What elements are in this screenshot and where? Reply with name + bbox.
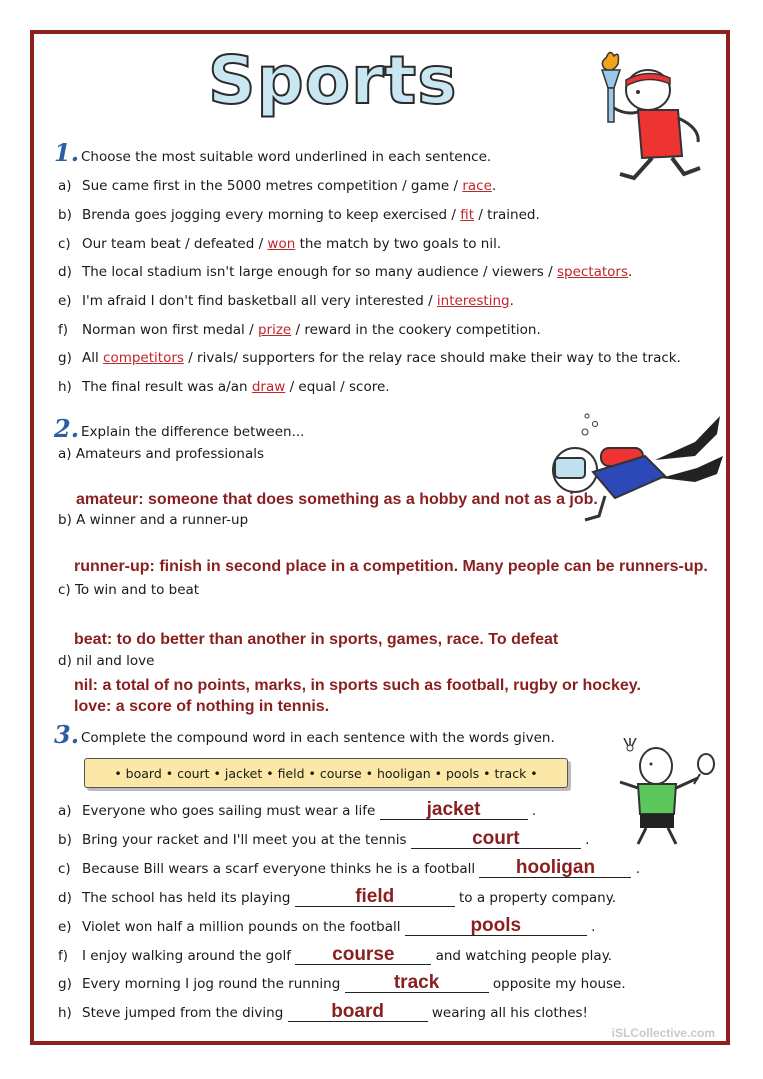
exercise-1-item — [58, 178, 496, 194]
item-letter: a) — [58, 178, 72, 194]
item-text-end: . — [628, 264, 633, 280]
item-letter: c) — [58, 861, 71, 877]
exercise-3-item — [58, 801, 536, 820]
item-text-end: . — [586, 919, 596, 935]
item-text: Every morning I jog round the running — [82, 976, 345, 992]
item-text-end: and watching people play. — [431, 948, 613, 964]
answer-blank: pools — [405, 917, 587, 936]
answer-blank: track — [345, 974, 489, 993]
question-2a: a) Amateurs and professionals — [58, 446, 265, 462]
answer-blank: jacket — [380, 801, 528, 820]
item-letter: b) — [58, 832, 72, 848]
item-answer: spectators — [556, 264, 629, 280]
item-letter: g) — [58, 976, 72, 992]
exercise-1-item — [58, 293, 514, 309]
exercise-1-item — [58, 379, 390, 395]
item-letter: a) — [58, 803, 72, 819]
scuba-diver-illustration — [545, 412, 725, 532]
section-3-instruction: Complete the compound word in each sentence with the words given. — [81, 730, 555, 746]
section-1-number: 1. — [54, 138, 80, 167]
section-1-instruction: Choose the most suitable word underlined in each sentence. — [81, 149, 492, 165]
item-text: I'm afraid I don't find basketball all very interested / — [82, 293, 437, 309]
answer-blank: hooligan — [479, 859, 631, 878]
item-text: All — [82, 350, 104, 366]
item-text-end: wearing all his clothes! — [427, 1005, 588, 1021]
item-answer: fit — [460, 207, 475, 223]
answer-2d-line2: love: a score of nothing in tennis. — [74, 698, 330, 715]
item-text: Norman won first medal / — [82, 322, 258, 338]
answer-blank: course — [295, 946, 431, 965]
item-answer: race — [462, 178, 492, 194]
item-text-end: . — [509, 293, 514, 309]
answer-2b: runner-up: finish in second place in a competition. Many people can be runners-up. — [74, 558, 708, 575]
item-letter: e) — [58, 919, 72, 935]
answer-blank: court — [411, 830, 581, 849]
watermark: iSLCollective.com — [611, 1026, 715, 1040]
exercise-1-item — [58, 207, 540, 223]
word-bank: • board • court • jacket • field • course • hooligan • pools • track • — [84, 758, 568, 788]
item-letter: d) — [58, 890, 72, 906]
item-text-end: / rivals/ supporters for the relay race should make their way to the track. — [183, 350, 681, 366]
item-letter: g) — [58, 350, 72, 366]
question-2c: c) To win and to beat — [58, 582, 200, 598]
item-text-end: opposite my house. — [488, 976, 626, 992]
item-text-end: the match by two goals to nil. — [295, 236, 502, 252]
item-answer: draw — [251, 379, 286, 395]
item-text: I enjoy walking around the golf — [82, 948, 296, 964]
exercise-1-item — [58, 350, 681, 366]
item-letter: e) — [58, 293, 72, 309]
item-text: Because Bill wears a scarf everyone thinks he is a football — [82, 861, 480, 877]
exercise-1-item — [58, 322, 541, 338]
item-text-end: to a property company. — [454, 890, 617, 906]
exercise-3-item — [58, 946, 612, 965]
answer-2a: amateur: someone that does something as a hobby and not as a job. — [76, 491, 598, 508]
item-letter: b) — [58, 207, 72, 223]
answer-2c: beat: to do better than another in sports, games, race. To defeat — [74, 631, 559, 648]
item-answer: competitors — [103, 350, 184, 366]
item-text: Brenda goes jogging every morning to keep exercised / — [82, 207, 461, 223]
item-letter: h) — [58, 379, 72, 395]
exercise-1-item — [58, 264, 632, 280]
item-text: Bring your racket and I'll meet you at the tennis — [82, 832, 411, 848]
section-2-number: 2. — [54, 414, 80, 443]
item-text-end: . — [580, 832, 590, 848]
answer-2d-line1: nil: a total of no points, marks, in sports such as football, rugby or hockey. — [74, 677, 641, 694]
badminton-player-illustration — [598, 738, 718, 848]
item-text: The final result was a/an — [82, 379, 252, 395]
exercise-1-item — [58, 236, 501, 252]
item-answer: interesting — [436, 293, 510, 309]
exercise-3-item — [58, 830, 589, 849]
item-text-end: . — [631, 861, 641, 877]
item-text-end: . — [527, 803, 537, 819]
item-text: The local stadium isn't large enough for so many audience / viewers / — [82, 264, 557, 280]
section-2-instruction: Explain the difference between... — [81, 424, 305, 440]
item-text-end: . — [491, 178, 497, 194]
item-answer: prize — [257, 322, 292, 338]
item-text-end: / trained. — [474, 207, 540, 223]
item-text: Steve jumped from the diving — [82, 1005, 288, 1021]
answer-blank: board — [288, 1003, 428, 1022]
item-text-end: / equal / score. — [285, 379, 390, 395]
exercise-3-item — [58, 974, 626, 993]
item-letter: c) — [58, 236, 71, 252]
question-2d: d) nil and love — [58, 653, 155, 669]
item-letter: f) — [58, 948, 69, 964]
item-text-end: / reward in the cookery competition. — [291, 322, 541, 338]
item-letter: f) — [58, 322, 69, 338]
item-text: Violet won half a million pounds on the football — [82, 919, 405, 935]
item-text: Our team beat / defeated / — [82, 236, 268, 252]
answer-blank: field — [295, 888, 455, 907]
torch-runner-illustration — [590, 48, 720, 183]
item-answer: won — [267, 236, 296, 252]
item-text: Everyone who goes sailing must wear a life — [82, 803, 380, 819]
question-2b: b) A winner and a runner-up — [58, 512, 249, 528]
worksheet-title: Sports — [208, 42, 458, 119]
item-letter: d) — [58, 264, 72, 280]
exercise-3-item — [58, 917, 595, 936]
exercise-3-item — [58, 888, 616, 907]
exercise-3-item — [58, 1003, 588, 1022]
item-letter: h) — [58, 1005, 72, 1021]
exercise-3-item — [58, 859, 640, 878]
section-3-number: 3. — [54, 720, 80, 749]
item-text: Sue came first in the 5000 metres competition / game / — [82, 178, 463, 194]
item-text: The school has held its playing — [82, 890, 295, 906]
